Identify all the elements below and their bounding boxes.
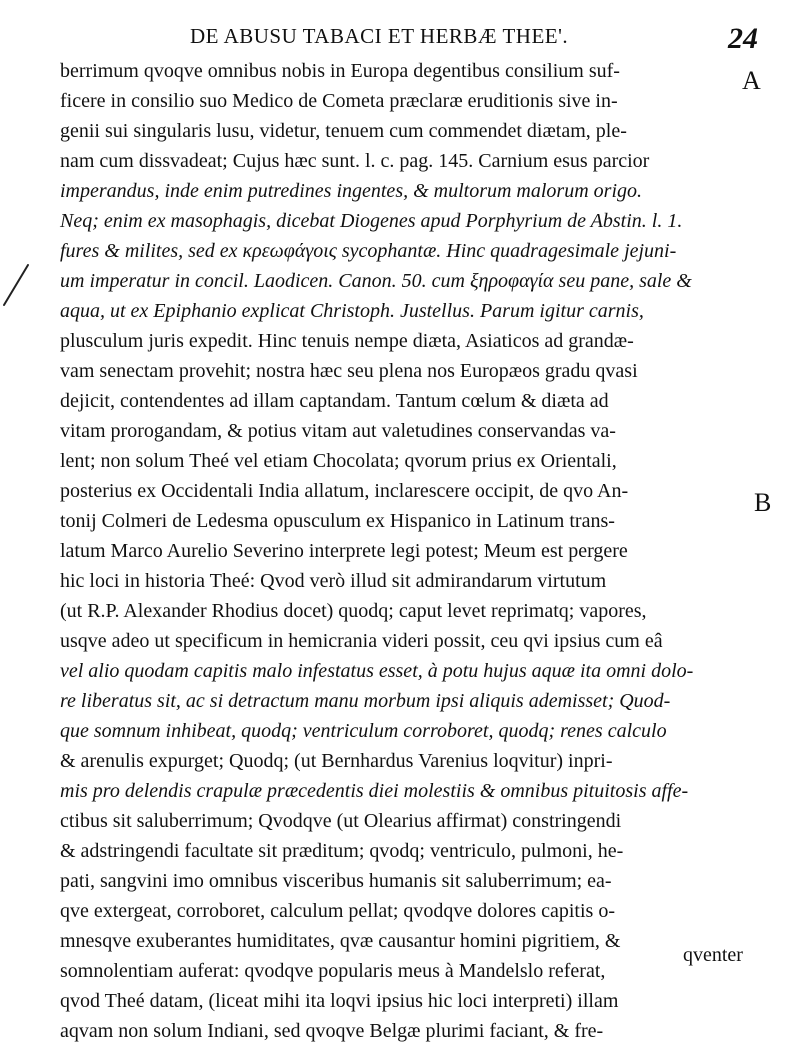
text-line: um imperatur in concil. Laodicen. Canon. 50. cum ξηροφαγία seu pane, sale & <box>60 270 692 292</box>
text-line: qvod Theé datam, (liceat mihi ita loqvi ipsius hic loci interpreti) illam <box>60 990 619 1012</box>
text-line: vel alio quodam capitis malo infestatus esset, à potu hujus aquæ ita omni dolo- <box>60 660 694 682</box>
text-line: & arenulis expurget; Quodq; (ut Bernhardus Varenius loqvitur) inpri- <box>60 750 613 772</box>
text-line: mnesqve exuberantes humiditates, qvæ causantur homini pigritiem, & <box>60 930 621 952</box>
margin-letter-b: B <box>754 488 772 517</box>
text-line: re liberatus sit, ac si detractum manu morbum ipsi aliquis ademisset; Quod- <box>60 690 671 712</box>
text-line: (ut R.P. Alexander Rhodius docet) quodq; caput levet reprimatq; vapores, <box>60 600 647 622</box>
text-line: aqua, ut ex Epiphanio explicat Christoph. Justellus. Parum igitur carnis, <box>60 300 644 322</box>
text-line: nam cum dissvadeat; Cujus hæc sunt. l. c. pag. 145. Carnium esus parcior <box>60 150 650 172</box>
text-line: Neq; enim ex masophagis, dicebat Diogenes apud Porphyrium de Abstin. l. 1. <box>60 210 683 232</box>
text-line: tonij Colmeri de Ledesma opusculum ex Hispanico in Latinum trans- <box>60 510 615 532</box>
text-line: ctibus sit saluberrimum; Qvodqve (ut Olearius affirmat) constringendi <box>60 810 622 832</box>
text-line: ficere in consilio suo Medico de Cometa præclaræ eruditionis sive in- <box>60 90 618 112</box>
text-line: qve extergeat, corroboret, calculum pellat; qvodqve dolores capitis o- <box>60 900 615 922</box>
margin-ink-stroke <box>0 255 40 315</box>
text-line: lent; non solum Theé vel etiam Chocolata; qvorum prius ex Orientali, <box>60 450 617 472</box>
text-line: & adstringendi facultate sit præditum; qvodq; ventriculo, pulmoni, he- <box>60 840 624 862</box>
text-line: genii sui singularis lusu, videtur, tenuem cum commendet diætam, ple- <box>60 120 627 142</box>
body-text <box>60 56 745 1046</box>
text-line: latum Marco Aurelio Severino interprete legi potest; Meum est pergere <box>60 540 628 562</box>
text-line: hic loci in historia Theé: Qvod verò illud sit admirandarum virtutum <box>60 570 607 592</box>
margin-letter-a: A <box>742 66 761 95</box>
text-line: dejicit, contendentes ad illam captandam. Tantum cœlum & diæta ad <box>60 390 609 412</box>
running-head: DE ABUSU TABACI ET HERBÆ THEE'. <box>190 24 569 48</box>
text-line: berrimum qvoqve omnibus nobis in Europa degentibus consilium suf- <box>60 60 620 82</box>
text-line: usqve adeo ut specificum in hemicrania videri possit, ceu qvi ipsius cum eâ <box>60 630 663 652</box>
text-line: mis pro delendis crapulæ præcedentis diei molestiis & omnibus pituitosis affe- <box>60 780 689 802</box>
text-line: plusculum juris expedit. Hinc tenuis nempe diæta, Asiaticos ad grandæ- <box>60 330 634 352</box>
text-line: fures & milites, sed ex κρεωφάγοις sycophantæ. Hinc quadragesimale jejuni- <box>60 240 677 262</box>
catchword: qventer <box>683 944 743 966</box>
text-line: que somnum inhibeat, quodq; ventriculum corroboret, quodq; renes calculo <box>60 720 667 742</box>
page-number: 24 <box>728 22 758 55</box>
text-line: vam senectam provehit; nostra hæc seu plena nos Europæos gradu qvasi <box>60 360 638 382</box>
text-line: imperandus, inde enim putredines ingentes, & multorum malorum origo. <box>60 180 643 202</box>
text-line: vitam prorogandam, & potius vitam aut valetudines conservandas va- <box>60 420 616 442</box>
text-line: somnolentiam auferat: qvodqve popularis meus à Mandelslo referat, <box>60 960 606 982</box>
text-line: posterius ex Occidentali India allatum, inclarescere occipit, de qvo An- <box>60 480 629 502</box>
text-line: aqvam non solum Indiani, sed qvoqve Belgæ plurimi faciant, & fre- <box>60 1020 604 1042</box>
text-line: pati, sangvini imo omnibus visceribus humanis sit saluberrimum; ea- <box>60 870 612 892</box>
